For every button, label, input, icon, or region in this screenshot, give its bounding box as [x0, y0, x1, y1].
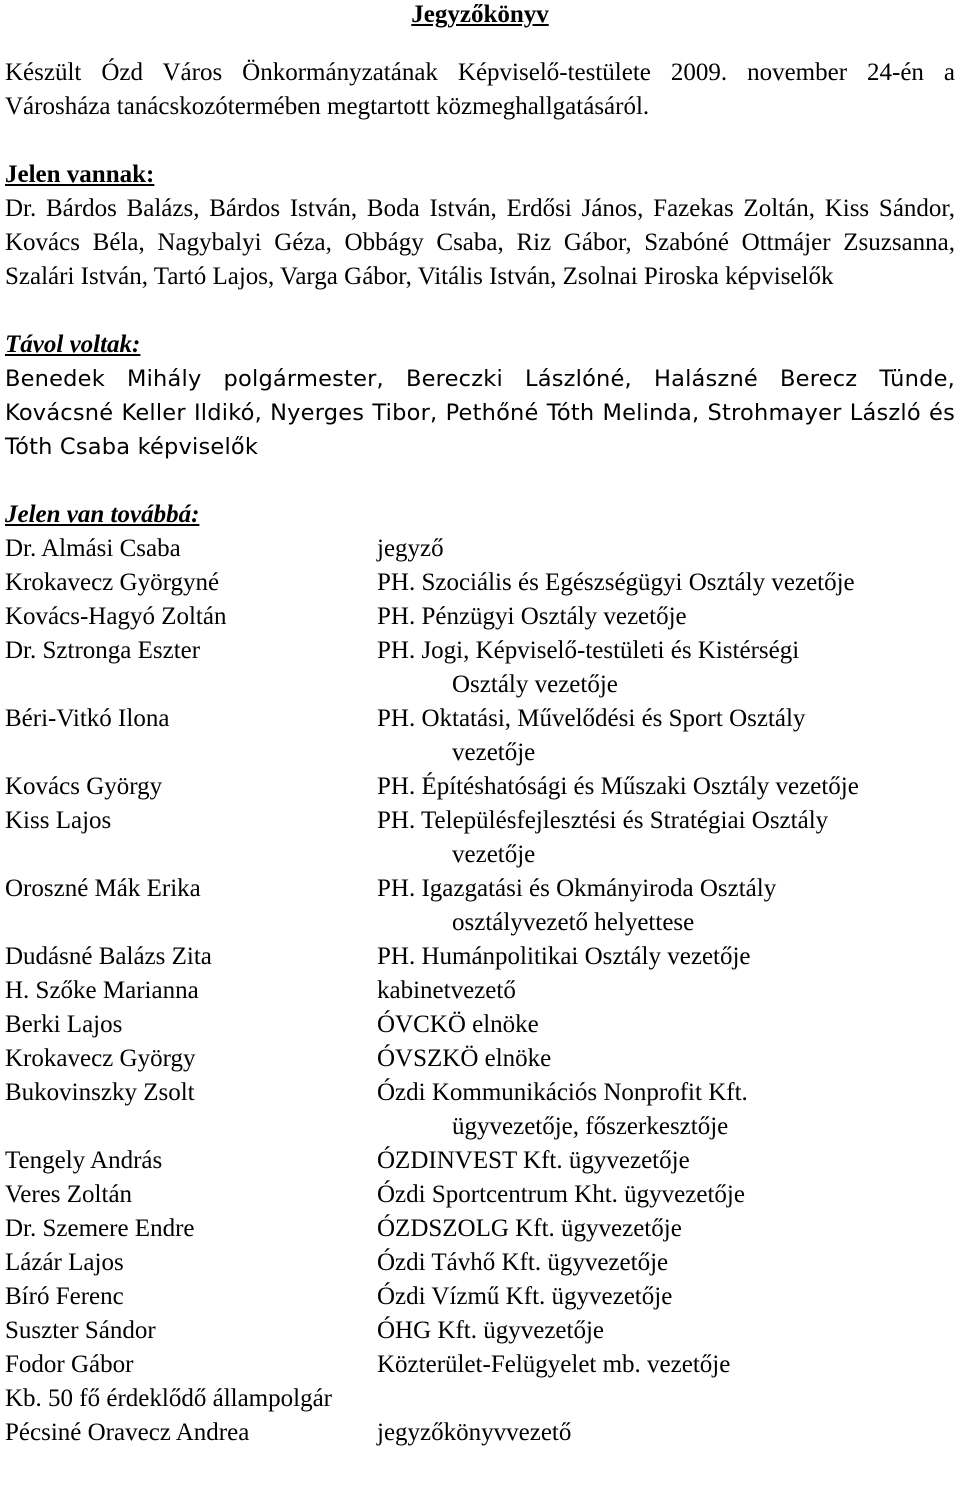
attendee-row [5, 1246, 955, 1280]
attendee-name: Lázár Lajos [5, 1249, 124, 1276]
attendee-role-text: ÓZDINVEST Kft. ügyvezetője [377, 1147, 690, 1174]
spacer [5, 124, 955, 158]
attendee-row [5, 702, 955, 770]
recorder-role: jegyzőkönyvvezető [377, 1419, 572, 1446]
attendee-row [5, 940, 955, 974]
attendee-role [377, 872, 955, 940]
attendee-role [377, 1076, 955, 1144]
attendee-row [5, 1042, 955, 1076]
attendee-role-text: Ózdi Sportcentrum Kht. ügyvezetője [377, 1181, 745, 1208]
attendee-name: Krokavecz György [5, 1045, 196, 1072]
attendee-role-continuation: vezetője [452, 739, 536, 766]
attendee-name: Krokavecz Györgyné [5, 569, 220, 596]
attendee-role-text: PH. Szociális és Egészségügyi Osztály vezetője [377, 569, 855, 596]
attendee-row [5, 1212, 955, 1246]
attendee-name: Béri-Vitkó Ilona [5, 705, 170, 732]
present-list: Dr. Bárdos Balázs, Bárdos István, Boda István, Erdősi János, Fazekas Zoltán, Kiss Sándor, Kovács Béla, Nagybalyi Géza, Obbágy Csaba, Riz Gábor, Szabóné Ottmájer Zsuzsanna, Szalári István, Tartó Lajos, Varga Gábor, Vitális István, Zsolnai Piroska képviselők [5, 195, 955, 290]
spacer [5, 464, 955, 498]
attendee-table [5, 532, 955, 1382]
attendee-row [5, 770, 955, 804]
absent-heading: Távol voltak: [5, 331, 141, 358]
attendee-row [5, 532, 955, 566]
attendee-row [5, 600, 955, 634]
attendee-role [377, 1280, 955, 1314]
attendee-role [377, 1212, 955, 1246]
also-present-heading: Jelen van továbbá: [5, 501, 200, 528]
attendee-row [5, 634, 955, 702]
attendee-name: H. Szőke Marianna [5, 977, 199, 1004]
attendee-role [377, 634, 955, 702]
attendee-name: Dr. Sztronga Eszter [5, 637, 201, 664]
attendee-role [377, 532, 955, 566]
spacer [5, 34, 955, 56]
attendee-role-text: PH. Pénzügyi Osztály vezetője [377, 603, 687, 630]
attendee-row [5, 1348, 955, 1382]
attendee-row [5, 1280, 955, 1314]
attendee-role [377, 1348, 955, 1382]
attendee-name: Dudásné Balázs Zita [5, 943, 212, 970]
attendee-role [377, 770, 955, 804]
attendee-role [377, 1246, 955, 1280]
attendee-name: Veres Zoltán [5, 1181, 133, 1208]
attendee-role [377, 1178, 955, 1212]
attendee-name: Oroszné Mák Erika [5, 875, 201, 902]
attendee-row [5, 1178, 955, 1212]
attendee-name: Bukovinszky Zsolt [5, 1079, 195, 1106]
attendee-row [5, 872, 955, 940]
attendee-role-text: PH. Humánpolitikai Osztály vezetője [377, 943, 751, 970]
document-title: Jegyzőkönyv [411, 1, 549, 28]
attendee-role-text: kabinetvezető [377, 977, 516, 1004]
attendee-role [377, 804, 955, 872]
attendee-role-continuation: vezetője [452, 841, 536, 868]
attendee-role [377, 702, 955, 770]
attendee-role-text: Közterület-Felügyelet mb. vezetője [377, 1351, 731, 1378]
attendee-role [377, 940, 955, 974]
attendee-row [5, 566, 955, 600]
attendee-row [5, 1008, 955, 1042]
attendee-name: Bíró Ferenc [5, 1283, 124, 1310]
attendee-role-text: PH. Jogi, Képviselő-testületi és Kistérségi [377, 637, 800, 664]
attendee-role-text: ÓZDSZOLG Kft. ügyvezetője [377, 1215, 682, 1242]
attendee-role-text: jegyző [377, 535, 444, 562]
attendee-name: Kovács-Hagyó Zoltán [5, 603, 227, 630]
attendee-role-text: ÓVSZKÖ elnöke [377, 1045, 552, 1072]
attendee-row [5, 1144, 955, 1178]
attendee-role [377, 1008, 955, 1042]
attendee-role-continuation: ügyvezetője, főszerkesztője [452, 1113, 729, 1140]
attendee-role [377, 600, 955, 634]
attendee-role-text: Ózdi Vízmű Kft. ügyvezetője [377, 1283, 673, 1310]
attendee-row [5, 974, 955, 1008]
intro-paragraph: Készült Ózd Város Önkormányzatának Képviselő-testülete 2009. november 24-én a Városháza tanácskozótermében megtartott közmeghallgatásáról. [5, 59, 955, 120]
present-heading: Jelen vannak: [5, 161, 155, 188]
attendee-name: Tengely András [5, 1147, 163, 1174]
attendee-row [5, 804, 955, 872]
recorder-row [5, 1416, 955, 1450]
attendee-role [377, 1314, 955, 1348]
attendee-name: Berki Lajos [5, 1011, 123, 1038]
citizens-line: Kb. 50 fő érdeklődő állampolgár [5, 1385, 332, 1412]
attendee-name: Kiss Lajos [5, 807, 112, 834]
attendee-role [377, 1144, 955, 1178]
attendee-role [377, 566, 955, 600]
attendee-row [5, 1314, 955, 1348]
recorder-name: Pécsiné Oravecz Andrea [5, 1419, 250, 1446]
document-page [5, 0, 955, 1450]
attendee-row [5, 1076, 955, 1144]
attendee-name: Suszter Sándor [5, 1317, 156, 1344]
attendee-name: Dr. Almási Csaba [5, 535, 181, 562]
absent-list: Benedek Mihály polgármester, Bereczki Lászlóné, Halászné Berecz Tünde, Kovácsné Keller Ildikó, Nyerges Tibor, Pethőné Tóth Melinda, Strohmayer László és Tóth Csaba képviselők [5, 366, 955, 460]
attendee-role [377, 974, 955, 1008]
attendee-role-text: PH. Építéshatósági és Műszaki Osztály vezetője [377, 773, 859, 800]
spacer [5, 294, 955, 328]
attendee-role-text: Ózdi Távhő Kft. ügyvezetője [377, 1249, 669, 1276]
attendee-name: Dr. Szemere Endre [5, 1215, 195, 1242]
attendee-role-text: Ózdi Kommunikációs Nonprofit Kft. [377, 1079, 748, 1106]
attendee-role-text: ÓVCKÖ elnöke [377, 1011, 539, 1038]
attendee-role-text: ÓHG Kft. ügyvezetője [377, 1317, 605, 1344]
attendee-role [377, 1042, 955, 1076]
attendee-name: Kovács György [5, 773, 163, 800]
attendee-role-text: PH. Igazgatási és Okmányiroda Osztály [377, 875, 777, 902]
attendee-role-text: PH. Oktatási, Művelődési és Sport Osztály [377, 705, 806, 732]
attendee-role-text: PH. Településfejlesztési és Stratégiai Osztály [377, 807, 829, 834]
attendee-role-continuation: osztályvezető helyettese [452, 909, 695, 936]
attendee-role-continuation: Osztály vezetője [452, 671, 618, 698]
attendee-name: Fodor Gábor [5, 1351, 134, 1378]
